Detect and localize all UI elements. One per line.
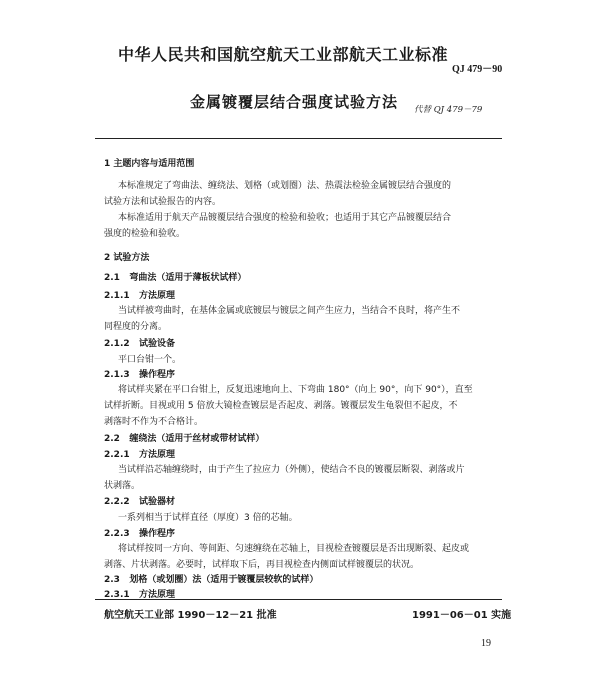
subsection-2-1-2 xyxy=(104,336,175,349)
subsection-number: 2.1.1 xyxy=(104,291,130,301)
subsection-2-1-1 xyxy=(104,288,175,301)
subsection-2-1 xyxy=(104,270,246,283)
standard-header-title: 中华人民共和国航空航天工业部航天工业标准 xyxy=(118,45,449,64)
s221-line-2: 状剥落。 xyxy=(104,481,141,491)
footer-divider xyxy=(95,599,502,600)
section-1-para-1-line-1: 本标准规定了弯曲法、缠绕法、划格（或划圈）法、热震法检验金属镀层结合强度的 xyxy=(118,181,452,191)
subsection-title: 试验设备 xyxy=(139,339,176,349)
subsection-title: 方法原理 xyxy=(139,590,176,600)
approval-date: 航空航天工业部 1990－12－21 批准 xyxy=(104,610,277,621)
section-1-para-2-line-2: 强度的检验和验收。 xyxy=(104,229,186,239)
section-1-para-1-line-2: 试验方法和试验报告的内容。 xyxy=(104,197,222,207)
subsection-number: 2.3.1 xyxy=(104,590,130,600)
subsection-2-1-3 xyxy=(104,367,175,380)
subsection-title: 划格（或划圈）法（适用于镀覆层较软的试样） xyxy=(129,575,319,585)
s213-line-2: 试样折断。目视或用 5 倍放大镜检查镀层是否起皮、剥落。镀覆层发生龟裂但不起皮，不 xyxy=(104,401,458,411)
subsection-number: 2.1 xyxy=(104,273,120,283)
subsection-2-2-1 xyxy=(104,447,175,460)
s223-line-2: 剥落、片状剥落。必要时，试样取下后，再目视检查内侧面试样镀覆层的状况。 xyxy=(104,560,420,570)
subsection-number: 2.2 xyxy=(104,434,120,444)
subsection-number: 2.1.2 xyxy=(104,339,130,349)
page-number: 19 xyxy=(481,638,491,649)
document-title: 金属镀覆层结合强度试验方法 xyxy=(190,93,399,111)
implementation-date: 1991－06－01 实施 xyxy=(412,610,512,621)
subsection-number: 2.1.3 xyxy=(104,370,130,380)
standard-number: QJ 479－90 xyxy=(452,64,503,75)
subsection-title: 操作程序 xyxy=(139,529,176,539)
subsection-title: 操作程序 xyxy=(139,370,176,380)
s213-line-1: 将试样夹紧在平口台钳上，反复迅速地向上、下弯曲 180°（向上 90°，向下 90°），直至 xyxy=(118,385,473,395)
subsection-2-2 xyxy=(104,431,264,444)
s222-line-1: 一系列相当于试样直径（厚度）3 倍的芯轴。 xyxy=(118,513,298,523)
subsection-title: 方法原理 xyxy=(139,291,176,301)
subsection-title: 弯曲法（适用于薄板状试样） xyxy=(129,273,247,283)
subsection-number: 2.2.1 xyxy=(104,450,130,460)
subsection-2-3 xyxy=(104,572,318,585)
s211-line-1: 当试样被弯曲时，在基体金属或底镀层与镀层之间产生应力，当结合不良时，将产生不 xyxy=(118,306,461,316)
s212-line-1: 平口台钳一个。 xyxy=(118,355,182,365)
header-divider xyxy=(95,138,502,139)
s221-line-1: 当试样沿芯轴缠绕时，由于产生了拉应力（外侧），使结合不良的镀覆层断裂、剥落或片 xyxy=(118,465,465,475)
subsection-title: 试验器材 xyxy=(139,497,176,507)
subsection-title: 方法原理 xyxy=(139,450,176,460)
subsection-2-2-3 xyxy=(104,526,175,539)
subsection-title: 缠绕法（适用于丝材或带材试样） xyxy=(129,434,265,444)
s223-line-1: 将试样按同一方向、等间距、匀速缠绕在芯轴上，目视检查镀覆层是否出现断裂、起皮或 xyxy=(118,544,470,554)
s213-line-3: 剥落时不作为不合格计。 xyxy=(104,417,204,427)
section-1-heading: 1 主题内容与适用范围 xyxy=(104,159,195,169)
replaces-note: 代替 QJ 479－79 xyxy=(414,105,483,115)
section-1-para-2-line-1: 本标准适用于航天产品镀覆层结合强度的检验和验收；也适用于其它产品镀覆层结合 xyxy=(118,213,452,223)
subsection-number: 2.2.2 xyxy=(104,497,130,507)
subsection-number: 2.2.3 xyxy=(104,529,130,539)
subsection-number: 2.3 xyxy=(104,575,120,585)
s211-line-2: 同程度的分离。 xyxy=(104,322,168,332)
section-2-heading: 2 试验方法 xyxy=(104,253,150,263)
subsection-2-2-2 xyxy=(104,494,175,507)
